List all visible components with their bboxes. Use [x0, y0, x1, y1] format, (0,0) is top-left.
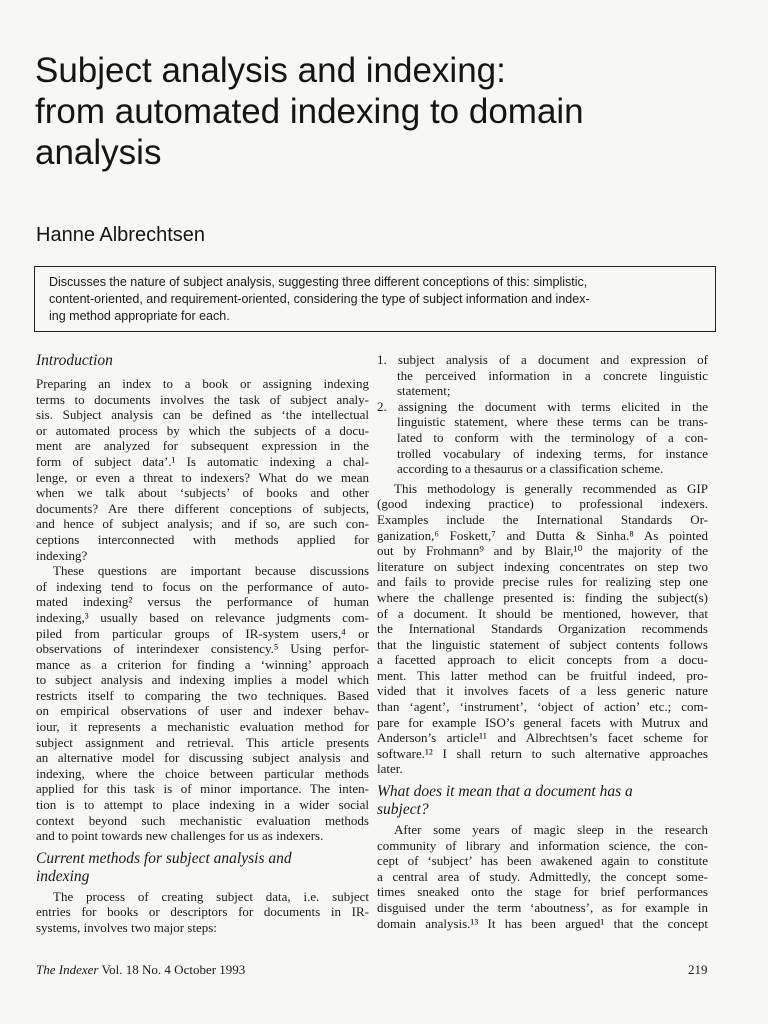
text-line: systems, involves two major steps: [36, 920, 217, 935]
text-line: ment are analyzed for subsequent expression in the [36, 438, 369, 454]
text-line: cept of ‘subject’ has been awakened again to constitute [377, 853, 708, 869]
text-line: statement; [397, 383, 451, 399]
text-line: 1. subject analysis of a document and expression of [377, 352, 708, 367]
text-line: entries for books or descriptors for documents in IR- [36, 904, 369, 920]
text-line: 2. assigning the document with terms elicited in the [377, 398, 708, 414]
title-line: analysis [35, 133, 162, 172]
text-line: applied for this task is of minor importance. The inten- [36, 781, 369, 797]
section-heading-subject: subject? [377, 801, 429, 819]
text-line: iour, it represents a mechanistic evaluation method for [36, 719, 369, 735]
text-line: vided that it involves facets of a less generic nature [377, 683, 708, 699]
subject-paragraph [377, 822, 708, 931]
journal-issue: Vol. 18 No. 4 October 1993 [98, 962, 246, 977]
section-heading-introduction: Introduction [36, 352, 113, 369]
title-line: Subject analysis and indexing: [35, 51, 506, 90]
text-line: mance as a criterion for finding a ‘winning’ approach [36, 656, 369, 672]
text-line: community of library and information science, the con- [377, 837, 708, 853]
gip-paragraph [377, 481, 708, 777]
list-item-step-2 [377, 399, 708, 477]
section-heading-subject: What does it mean that a document has a [377, 783, 633, 801]
text-line: an alternative model for discussing subject analysis and [36, 750, 369, 766]
text-line: (good indexing practice) to professional indexers. [377, 496, 708, 512]
abstract-line: Discusses the nature of subject analysis, suggesting three different conceptions of this: simplistic, [49, 275, 588, 289]
text-line: piled from particular groups of IR-system users,⁴ or [36, 625, 369, 641]
text-line: and fails to provide precise rules for realizing step one [377, 574, 708, 590]
text-line: to subject analysis and indexing implies a model which [36, 672, 369, 688]
text-line: trolled vocabulary of indexing terms, for instance [397, 445, 708, 461]
text-line: literature on subject indexing concentrates on step two [377, 558, 708, 574]
text-line: context beyond such mechanistic evaluation methods [36, 812, 369, 828]
text-line: ganization,⁶ Foskett,⁷ and Dutta & Sinha.⁸ As pointed [377, 527, 708, 543]
abstract-box [34, 266, 716, 332]
text-line: and hence of subject analysis; and if so, are such con- [36, 516, 369, 532]
text-line: pare for example ISO’s general facets with Mutrux and [377, 714, 708, 730]
text-line: disguised under the term ‘aboutness’, as for example in [377, 900, 708, 915]
text-line: These questions are important because discussions [53, 563, 369, 579]
text-line: ment. This latter method can be fruitful indeed, pro- [377, 667, 708, 683]
author-name: Hanne Albrechtsen [36, 224, 206, 246]
text-line: terms to documents involves the task of subject analy- [36, 391, 369, 407]
abstract-line: ing method appropriate for each. [49, 309, 230, 323]
text-line: documents? Are there different conceptions of subjects, [36, 500, 369, 516]
page-number: 219 [688, 962, 708, 977]
text-line: a central area of study. Admittedly, the concept some- [377, 868, 708, 884]
methods-paragraph [36, 889, 369, 936]
text-line: or automated process by which the subjects of a docu- [36, 422, 369, 438]
title-line: from automated indexing to domain [35, 92, 584, 131]
abstract-line: content-oriented, and requirement-oriented, considering the type of subject information and index- [49, 292, 590, 306]
text-line: domain analysis.¹³ It has been argued¹ that the concept [377, 915, 708, 931]
text-line: a facetted approach to elicit concepts from a docu- [377, 652, 708, 668]
text-line: that the linguistic statement of subject contents follows [377, 636, 708, 652]
text-line: Preparing an index to a book or assigning indexing [36, 376, 369, 391]
section-heading-current-methods: Current methods for subject analysis and [36, 849, 292, 867]
text-line: times sneaked onto the stage for brief performances [377, 884, 708, 900]
text-line: observations of interindexer consistency.⁵ Using perfor- [36, 641, 369, 657]
text-line: where the challenge presented is: finding the subject(s) [377, 589, 708, 605]
left-column [36, 352, 369, 936]
intro-paragraph-2 [36, 563, 369, 844]
text-line: linguistic statement, where these terms can be trans- [397, 414, 708, 430]
text-line: mated indexing² versus the performance of human [36, 594, 369, 610]
text-line: lated to conform with the terminology of a con- [397, 429, 708, 445]
journal-citation [36, 962, 245, 978]
text-line: subject assignment and retrieval. This article presents [36, 734, 369, 750]
text-line: of a document. It should be mentioned, however, that [377, 605, 708, 621]
text-line: and to point towards new challenges for us as indexers. [36, 828, 324, 844]
text-line: according to a thesaurus or a classification scheme. [397, 461, 664, 477]
text-line: Examples include the International Standards Or- [377, 511, 708, 527]
text-line: of indexing tend to focus on the performance of auto- [36, 578, 369, 594]
text-line: ceptions interconnected with methods applied for [36, 531, 369, 547]
text-line: than ‘agent’, ‘instrument’, ‘object of action’ etc.; com- [377, 699, 708, 715]
text-line: indexing,³ usually based on relevance judgments com- [36, 609, 369, 625]
list-item-step-1 [377, 352, 708, 399]
text-line: form of subject data’.¹ Is automatic indexing a chal- [36, 453, 369, 469]
text-line: After some years of magic sleep in the research [394, 822, 708, 838]
text-line: the International Standards Organization recommends [377, 621, 708, 637]
text-line: This methodology is generally recommended as GIP [394, 480, 708, 496]
article-title [35, 50, 735, 173]
text-line: indexing? [36, 547, 88, 563]
text-line: Anderson’s article¹¹ and Albrechtsen’s facet scheme for [377, 730, 708, 746]
text-line: lenge, or even a threat to indexers? What do we mean [36, 469, 369, 485]
text-line: the perceived information in a concrete linguistic [397, 367, 708, 383]
text-line: software.¹² I shall return to such alternative approaches [377, 745, 708, 761]
text-line: tion is to attempt to place indexing in a wider social [36, 797, 369, 813]
text-line: on empirical observations of user and indexer behav- [36, 703, 369, 719]
text-line: later. [377, 761, 403, 777]
text-line: when we talk about ‘subjects’ of books and other [36, 485, 369, 501]
text-line: restricts itself to comparing the two techniques. Based [36, 687, 369, 703]
text-line: indexing, where the choice between particular methods [36, 765, 369, 781]
text-line: The process of creating subject data, i.e. subject [53, 888, 369, 904]
intro-paragraph-1 [36, 376, 369, 563]
text-line: out by Frohmann⁹ and by Blair,¹⁰ the majority of the [377, 543, 708, 559]
journal-name: The Indexer [36, 962, 99, 977]
section-heading-current-methods: indexing [36, 867, 90, 885]
right-column [377, 352, 708, 931]
text-line: sis. Subject analysis can be defined as ‘the intellectual [36, 407, 369, 423]
